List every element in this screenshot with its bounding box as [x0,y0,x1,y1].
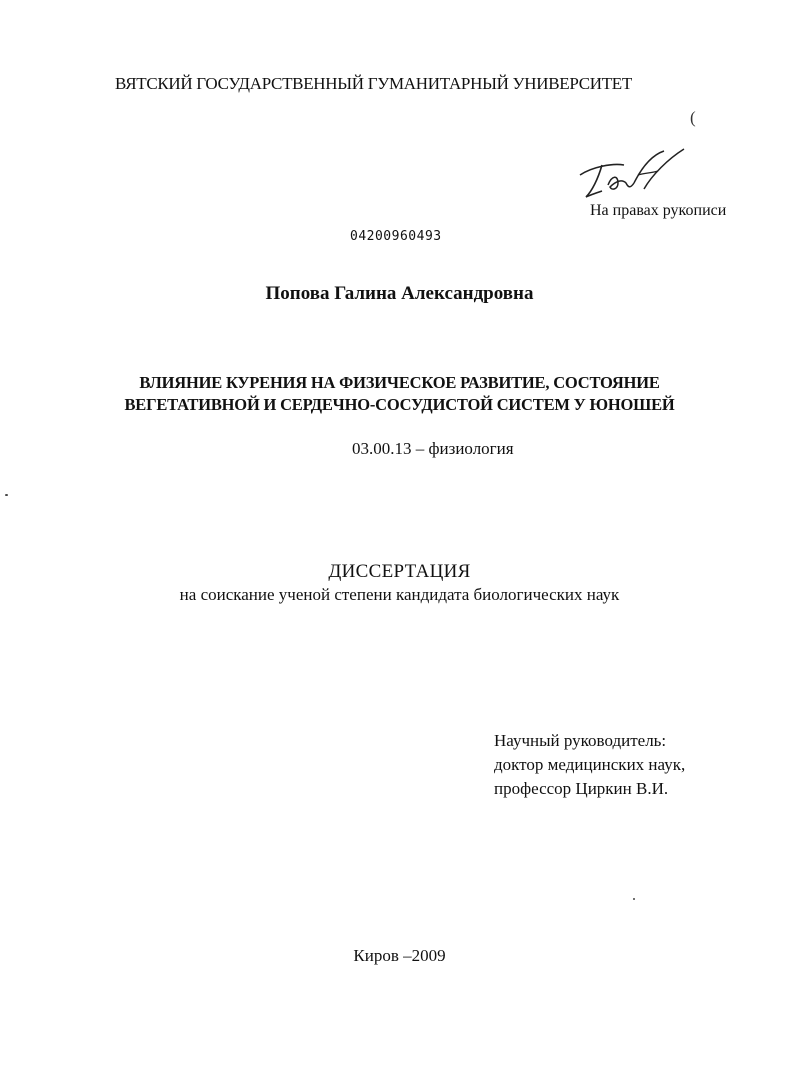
registry-number: 04200960493 [350,229,442,244]
specialty-code: 03.00.13 – физиология [352,439,514,458]
signature-image [572,145,692,205]
supervisor-block [494,729,685,801]
supervisor-line: профессор Циркин В.И. [494,779,669,798]
scan-speck [5,494,8,496]
document-type: ДИССЕРТАЦИЯ [328,561,471,582]
title-line: ВЕГЕТАТИВНОЙ И СЕРДЕЧНО-СОСУДИСТОЙ СИСТЕМ У ЮНОШЕЙ [124,395,675,414]
university-name: ВЯТСКИЙ ГОСУДАРСТВЕННЫЙ ГУМАНИТАРНЫЙ УНИВЕРСИТЕТ [115,74,632,93]
supervisor-line: Научный руководитель: [494,731,667,750]
scan-speck [633,898,635,900]
manuscript-rights-note: На правах рукописи [590,202,727,219]
title-line: ВЛИЯНИЕ КУРЕНИЯ НА ФИЗИЧЕСКОЕ РАЗВИТИЕ, СОСТОЯНИЕ [139,373,660,392]
author-name: Попова Галина Александровна [265,283,534,304]
supervisor-line: доктор медицинских наук, [494,755,686,774]
handwritten-mark: ( [690,108,696,127]
dissertation-title [0,372,799,416]
place-and-year: Киров –2009 [353,946,446,965]
degree-description: на соискание ученой степени кандидата биологических наук [179,585,620,604]
